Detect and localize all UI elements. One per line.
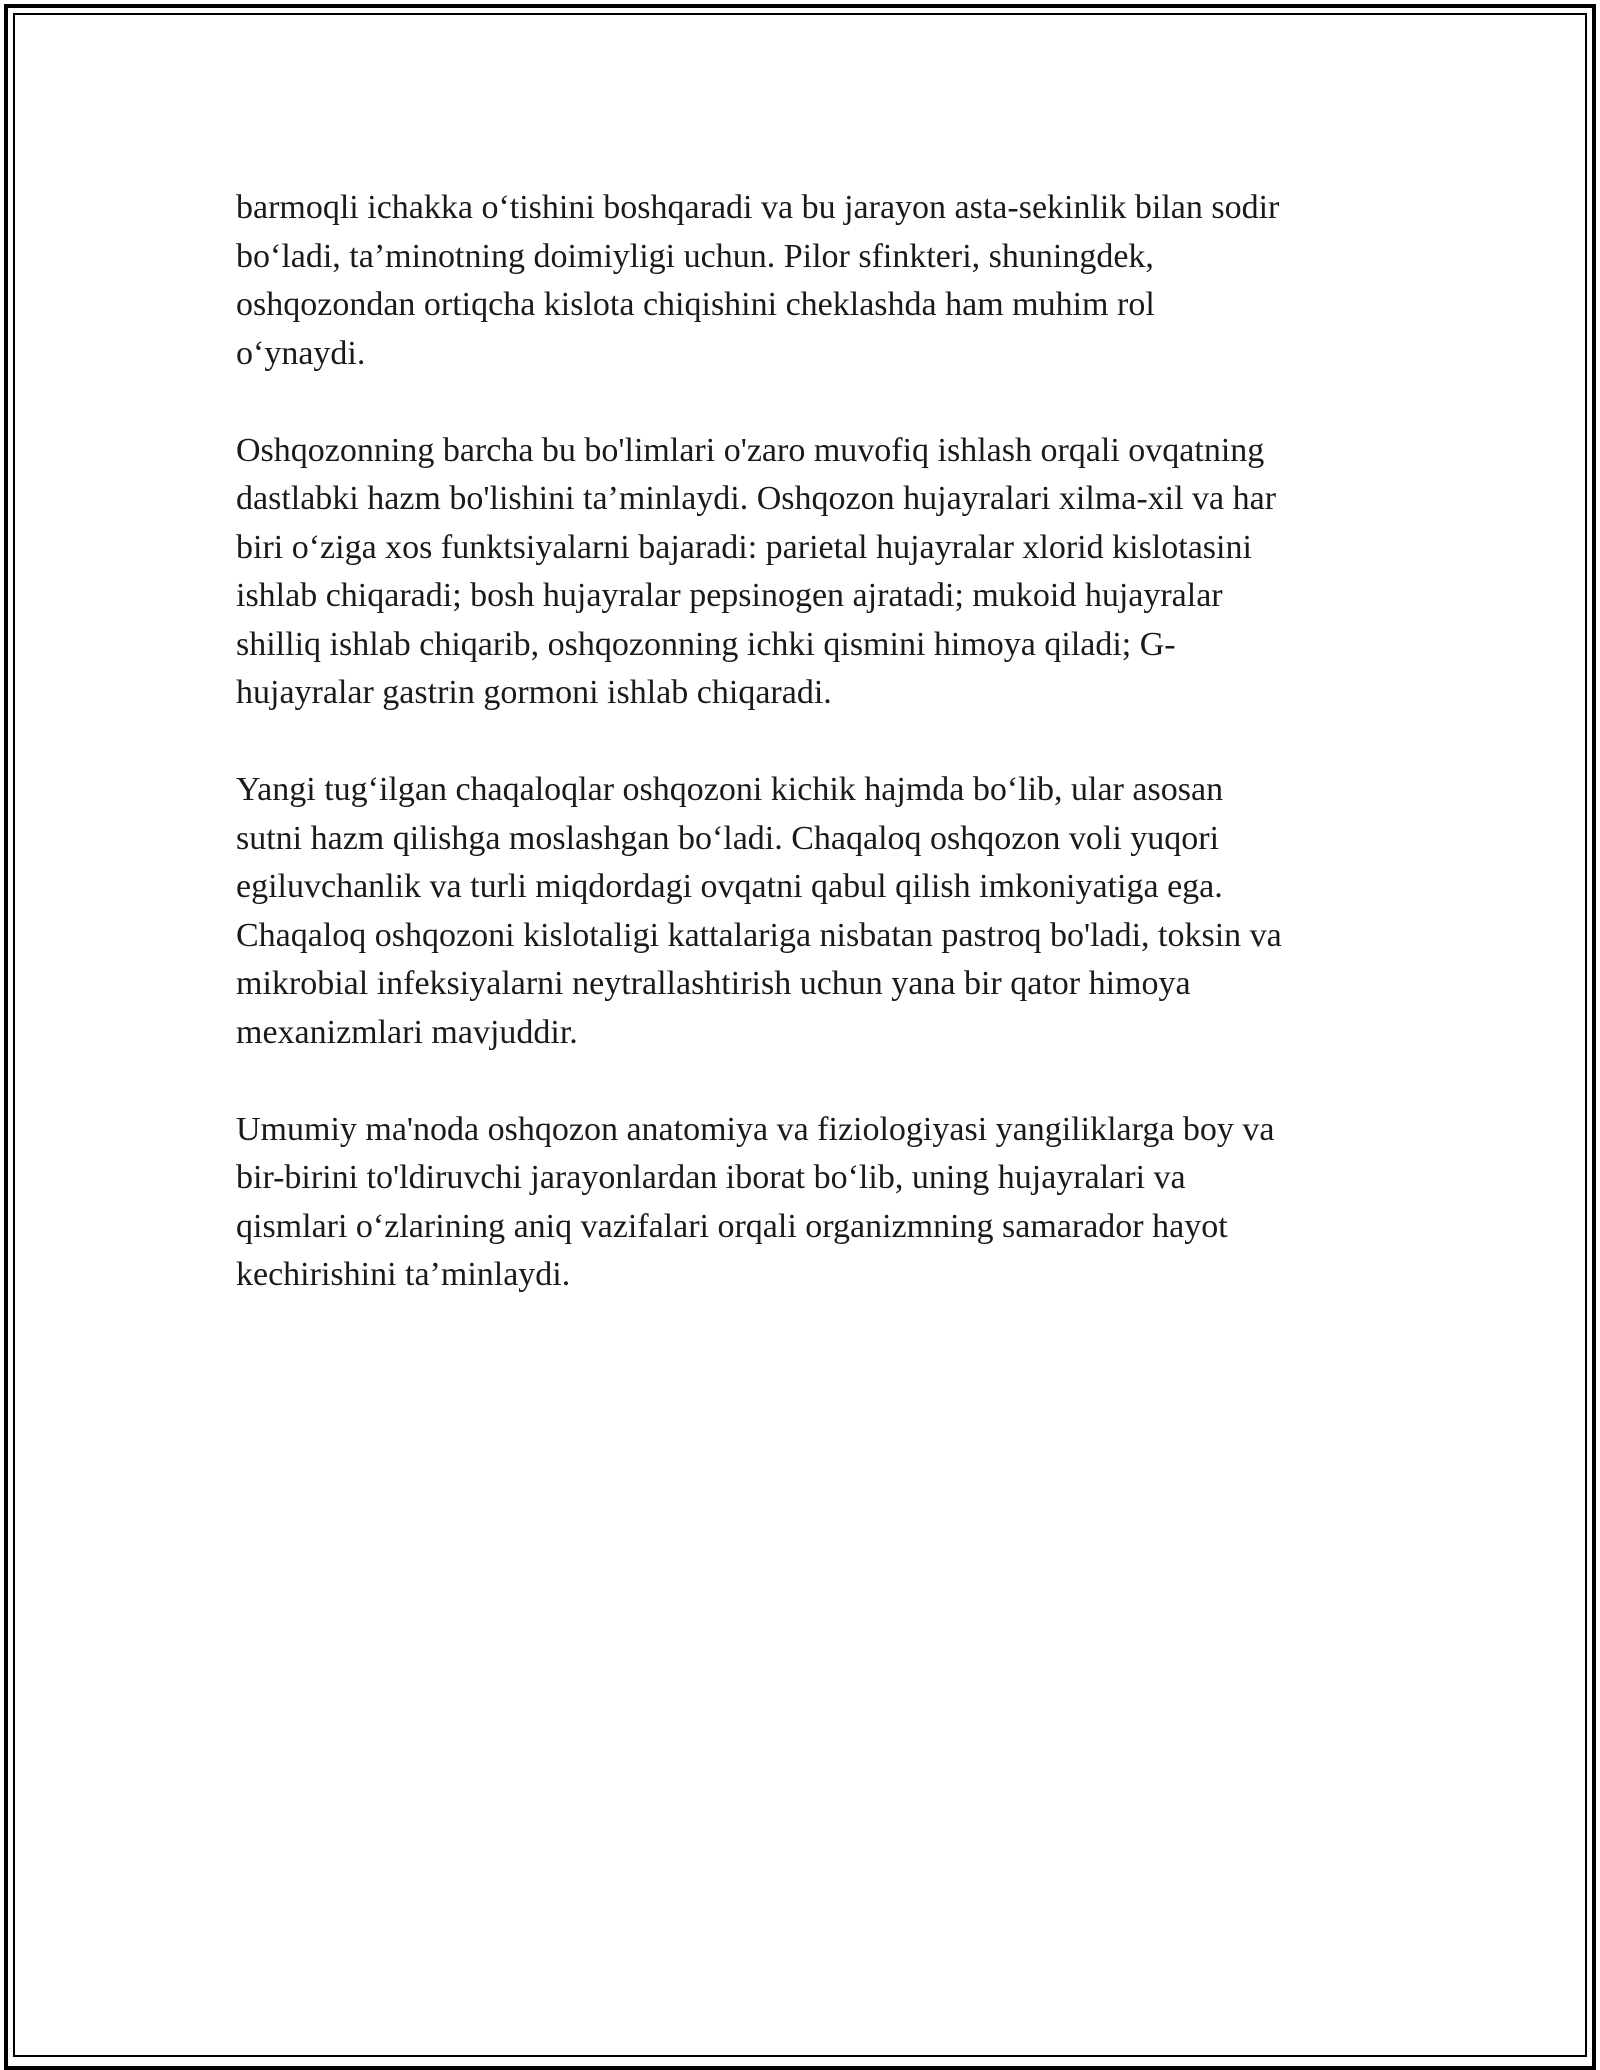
paragraph-newborn-stomach: Yangi tug‘ilgan chaqaloqlar oshqozoni kichik hajmda bo‘lib, ular asosan sutni hazm qilishga moslashgan bo‘ladi. Chaqaloq oshqozon voli yuqori egiluvchanlik va turli miqdordagi ovqatni qabul qilish imkoniyatiga ega. Chaqaloq oshqozoni kislotaligi kattalariga nisbatan pastroq bo'ladi, toksin va mikrobial infeksiyalarni neytrallashtirish uchun yana bir qator himoya mexanizmlari mavjuddir. — [236, 771, 1282, 1051]
paragraph-summary: Umumiy ma'noda oshqozon anatomiya va fiziologiyasi yangiliklarga boy va bir-birini to'ldiruvchi jarayonlardan iborat bo‘lib, uning hujayralari va qismlari o‘zlarining aniq vazifalari orqali organizmning samarador hayot kechirishini ta’minlaydi. — [236, 1110, 1275, 1293]
document-body — [236, 184, 1366, 1348]
paragraph-stomach-cells: Oshqozonning barcha bu bo'limlari o'zaro muvofiq ishlash orqali ovqatning dastlabki hazm bo'lishini ta’minlaydi. Oshqozon hujayralari xilma-xil va har biri o‘ziga xos funktsiyalarni bajaradi: parietal hujayralar xlorid kislotasini ishlab chiqaradi; bosh hujayralar pepsinogen ajratadi; mukoid hujayralar shilliq ishlab chiqarib, oshqozonning ichki qismini himoya qiladi; G- hujayralar gastrin gormoni ishlab chiqaradi. — [236, 431, 1277, 711]
paragraph-pylorus: barmoqli ichakka o‘tishini boshqaradi va bu jarayon asta-sekinlik bilan sodir bo‘ladi, ta’minotning doimiyligi uchun. Pilor sfinkteri, shuningdek, oshqozondan ortiqcha kislota chiqishini cheklashda ham muhim rol o‘ynaydi. — [236, 189, 1280, 372]
